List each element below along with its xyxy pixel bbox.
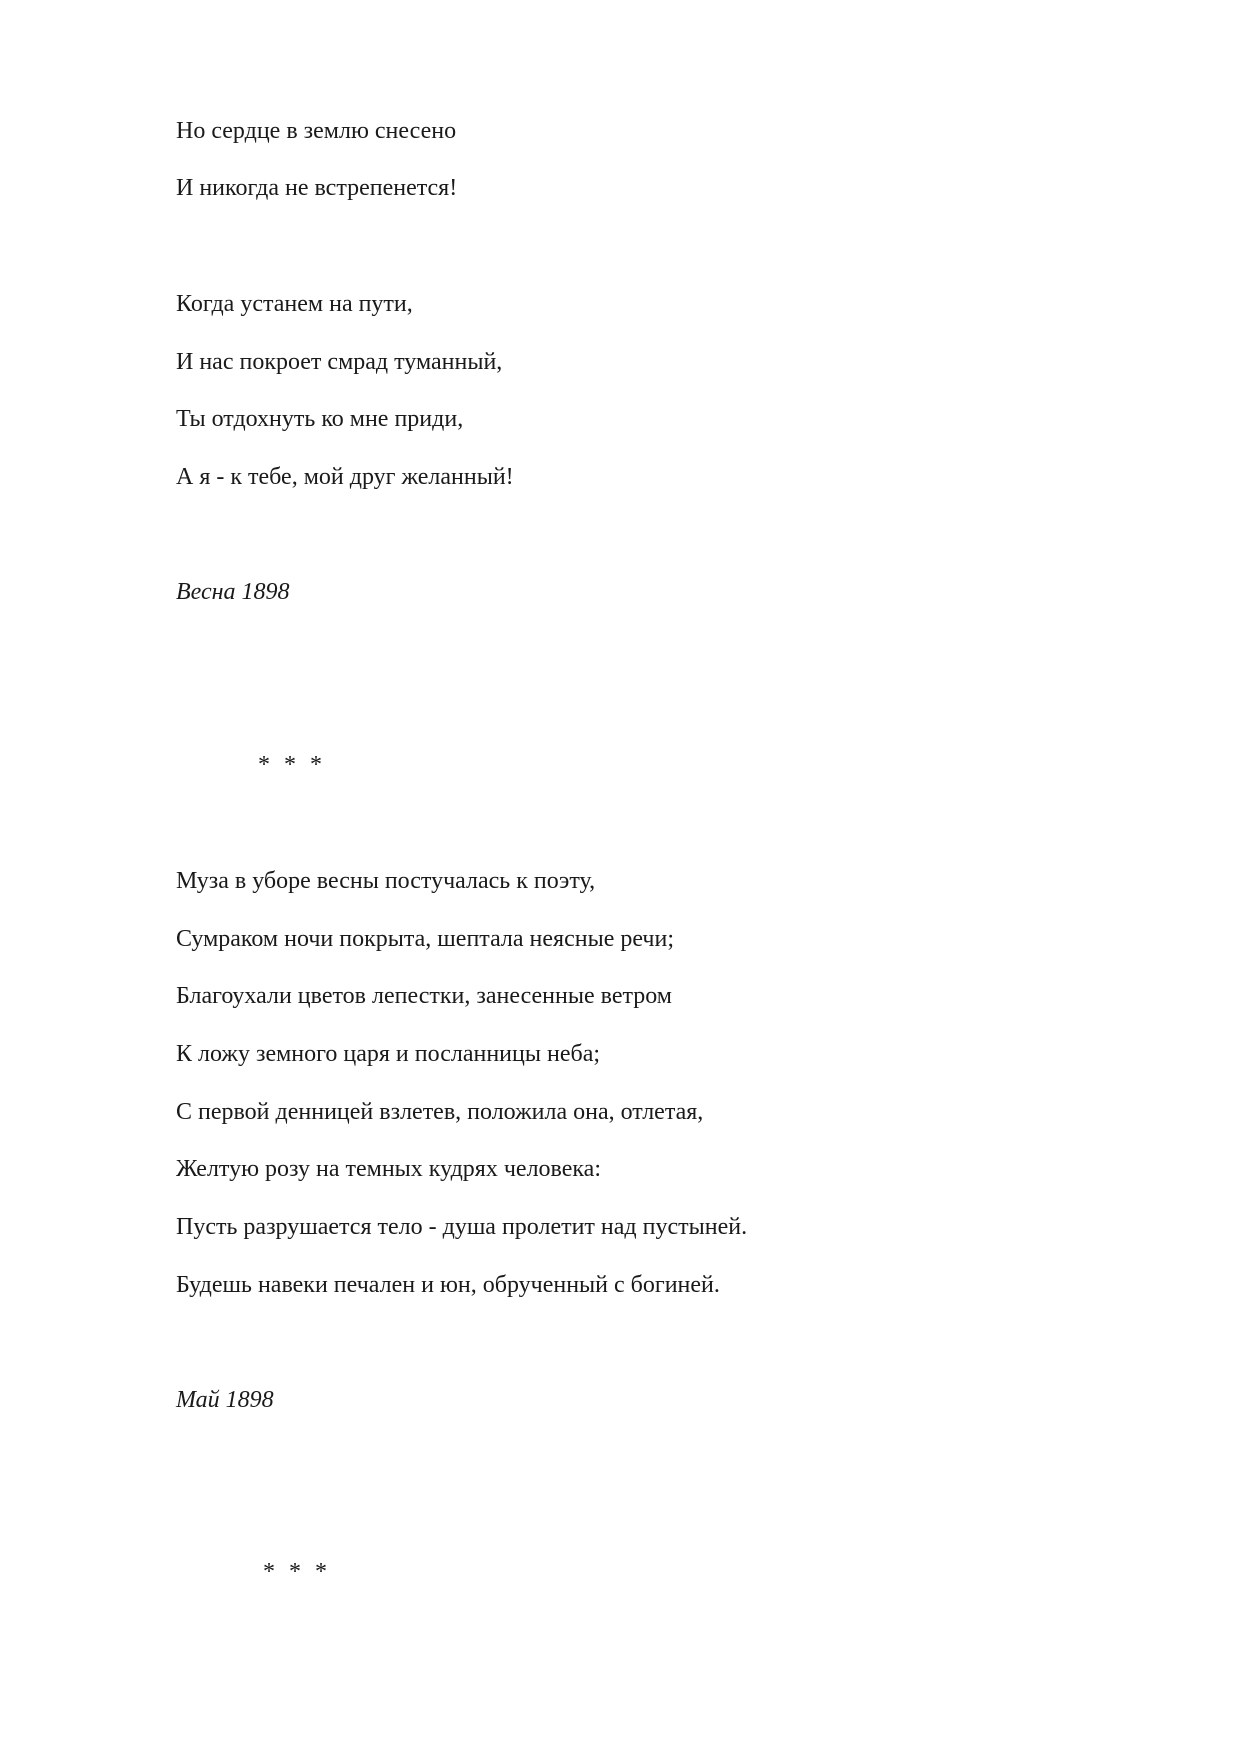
poem-line: Пусть разрушается тело - душа пролетит над пустыней. [176,1214,748,1240]
poem-line: Будешь навеки печален и юн, обрученный с богиней. [176,1272,720,1298]
poem-line: А я - к тебе, мой друг желанный! [176,464,514,490]
poem-line: Муза в уборе весны постучалась к поэту, [176,868,596,894]
poem-line: Сумраком ночи покрыта, шептала неясные речи; [176,926,674,952]
poem-line: Ты отдохнуть ко мне приди, [176,406,464,432]
poem-date: Май 1898 [176,1387,274,1413]
poem-line: С первой денницей взлетев, положила она, отлетая, [176,1099,704,1125]
poem-date: Весна 1898 [176,579,290,605]
poem-line: Благоухали цветов лепестки, занесенные ветром [176,983,672,1009]
section-separator: * * * [258,752,326,778]
poem-line: Когда устанем на пути, [176,291,413,317]
poem-line: Но сердце в землю снесено [176,118,457,144]
poem-line: И нас покроет смрад туманный, [176,349,503,375]
section-separator: * * * [263,1559,331,1585]
poem-line: И никогда не встрепенется! [176,175,458,201]
poem-line: К ложу земного царя и посланницы неба; [176,1041,601,1067]
poem-line: Желтую розу на темных кудрях человека: [176,1156,602,1182]
